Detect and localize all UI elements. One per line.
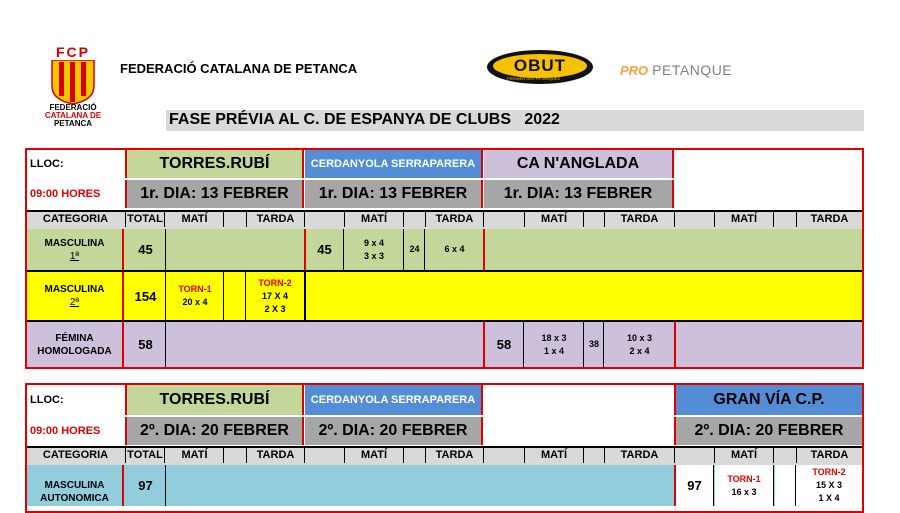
tarda-cell: 6 x 4: [444, 244, 465, 254]
total-cell: 45: [126, 229, 166, 270]
category-masculina-2a: MASCULINA 2ª: [27, 272, 124, 320]
col-total: TOTAL: [125, 211, 165, 227]
torn-1-cell: TORN-1 16 x 3: [715, 465, 774, 506]
col-mati-3: MATÍ: [524, 211, 584, 227]
fcp-logo: [42, 44, 104, 130]
col-tarda-4: TARDA: [796, 447, 862, 463]
pro-petanque-logo: PRO PETANQUE: [620, 62, 733, 78]
mati-cell: 18 x 3 1 x 4: [525, 322, 584, 367]
lloc-label: LLOC:: [30, 394, 64, 406]
hores-label: 09:00 HORES: [30, 425, 101, 437]
torn-2-cell: TORN-2 15 X 3 1 X 4: [796, 465, 862, 506]
torn-1-cell: TORN-1 20 x 4: [167, 272, 224, 320]
obut-logo: OBUT PREMIER DES PETANQUES: [487, 50, 593, 84]
count-cell: 24: [405, 229, 425, 270]
col-tarda-1: TARDA: [246, 211, 304, 227]
date-4: 2º. DIA: 20 FEBRER: [676, 417, 862, 445]
col-tarda-2: TARDA: [425, 211, 483, 227]
count-cell: 38: [585, 322, 604, 367]
fcp-logo-caption: FEDERACIÓ CATALANA DE PETANCA: [44, 103, 102, 128]
venue-ca-nanglada: CA N'ANGLADA: [484, 150, 674, 178]
col-mati-2: MATÍ: [344, 447, 404, 463]
venue-gran-via: GRAN VÍA C.P.: [676, 385, 862, 415]
tarda-cell: 10 x 3 2 x 4: [626, 332, 653, 356]
col-categoria: CATEGORIA: [42, 213, 109, 225]
venue-cerdanyola: CERDANYOLA SERRAPARERA: [305, 150, 483, 178]
date-1: 1r. DIA: 13 FEBRER: [125, 180, 304, 208]
col-mati-4: MATÍ: [714, 447, 774, 463]
venue-torres-rubi: TORRES.RUBÍ: [125, 385, 304, 415]
total-cell: 58: [126, 322, 166, 367]
hores-label: 09:00 HORES: [30, 188, 101, 200]
category-femina: FÉMINA HOMOLOGADA: [27, 322, 124, 367]
fcp-logo-letters: FCP: [56, 44, 90, 60]
date-1: 2º. DIA: 20 FEBRER: [125, 417, 304, 445]
date-3: 1r. DIA: 13 FEBRER: [484, 180, 674, 208]
col-tarda-4: TARDA: [796, 211, 862, 227]
lloc-label: LLOC:: [30, 158, 64, 170]
total-cell: 97: [676, 465, 714, 506]
col-mati-4: MATÍ: [714, 211, 774, 227]
col-mati-2: MATÍ: [344, 211, 404, 227]
date-2: 1r. DIA: 13 FEBRER: [305, 180, 483, 208]
torn-2-cell: TORN-2 17 X 4 2 X 3: [258, 277, 292, 314]
venue-cerdanyola: CERDANYOLA SERRAPARERA: [305, 385, 483, 415]
col-total: TOTAL: [125, 447, 165, 463]
col-categoria: CATEGORIA: [42, 449, 109, 461]
federation-name: FEDERACIÓ CATALANA DE PETANCA: [120, 61, 358, 76]
title-bar: [166, 110, 864, 131]
col-tarda-3: TARDA: [604, 211, 674, 227]
category-autonomica: MASCULINA AUTONOMICA: [27, 465, 124, 506]
page-title: FASE PRÉVIA AL C. DE ESPANYA DE CLUBS 2022: [169, 111, 560, 128]
total-cell: 97: [126, 465, 166, 506]
total-cell: 45: [306, 229, 344, 270]
col-mati-1: MATÍ: [166, 447, 224, 463]
col-mati-3: MATÍ: [524, 447, 584, 463]
mati-cell: 9 x 4 3 x 3: [345, 229, 404, 270]
total-cell: 154: [126, 272, 166, 320]
catalan-shield-icon: [50, 60, 96, 104]
total-cell: 58: [485, 322, 524, 367]
col-tarda-2: TARDA: [425, 447, 483, 463]
col-tarda-3: TARDA: [604, 447, 674, 463]
col-mati-1: MATÍ: [166, 211, 224, 227]
category-masculina-1a: MASCULINA 1ª: [27, 229, 124, 270]
venue-torres-rubi: TORRES.RUBÍ: [125, 150, 304, 178]
col-tarda-1: TARDA: [246, 447, 304, 463]
date-2: 2º. DIA: 20 FEBRER: [305, 417, 483, 445]
